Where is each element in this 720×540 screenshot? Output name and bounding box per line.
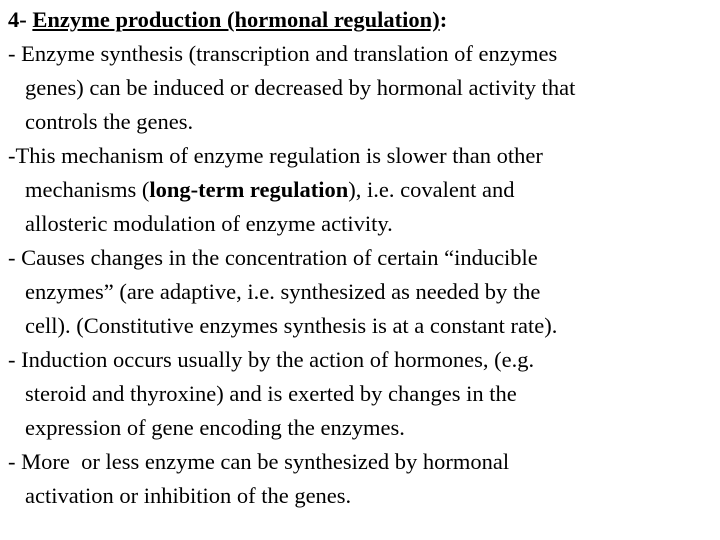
heading-colon: :	[439, 7, 448, 32]
section-heading	[8, 3, 714, 37]
text-fragment: mechanisms (	[25, 177, 150, 202]
text-line: allosteric modulation of enzyme activity.	[25, 211, 393, 236]
text-line: cell). (Constitutive enzymes synthesis is at a constant rate).	[25, 313, 558, 338]
paragraph-mechanism	[8, 139, 714, 241]
text-line: controls the genes.	[25, 109, 194, 134]
text-line: genes) can be induced or decreased by hormonal activity that	[25, 75, 576, 100]
text-line: activation or inhibition of the genes.	[25, 483, 352, 508]
text-line: - More or less enzyme can be synthesized by hormonal	[8, 449, 510, 474]
text-line	[8, 173, 714, 207]
text-line: - Enzyme synthesis (transcription and translation of enzymes	[8, 41, 558, 66]
heading-number: 4-	[8, 7, 33, 32]
text-line: enzymes” (are adaptive, i.e. synthesized as needed by the	[25, 279, 541, 304]
paragraph-induction	[8, 343, 714, 445]
text-line: - Induction occurs usually by the action of hormones, (e.g.	[8, 347, 535, 372]
bold-term: long-term regulation	[149, 177, 349, 202]
text-line: -This mechanism of enzyme regulation is slower than other	[8, 143, 543, 168]
heading-text: Enzyme production (hormonal regulation)	[32, 7, 440, 32]
text-line: steroid and thyroxine) and is exerted by changes in the	[25, 381, 517, 406]
text-line: - Causes changes in the concentration of certain “inducible	[8, 245, 538, 270]
text-line: expression of gene encoding the enzymes.	[25, 415, 405, 440]
text-fragment: ), i.e. covalent and	[348, 177, 515, 202]
paragraph-more-or-less	[8, 445, 714, 513]
paragraph-concentration	[8, 241, 714, 343]
paragraph-enzyme-synthesis	[8, 37, 714, 139]
slide-content	[8, 3, 714, 513]
